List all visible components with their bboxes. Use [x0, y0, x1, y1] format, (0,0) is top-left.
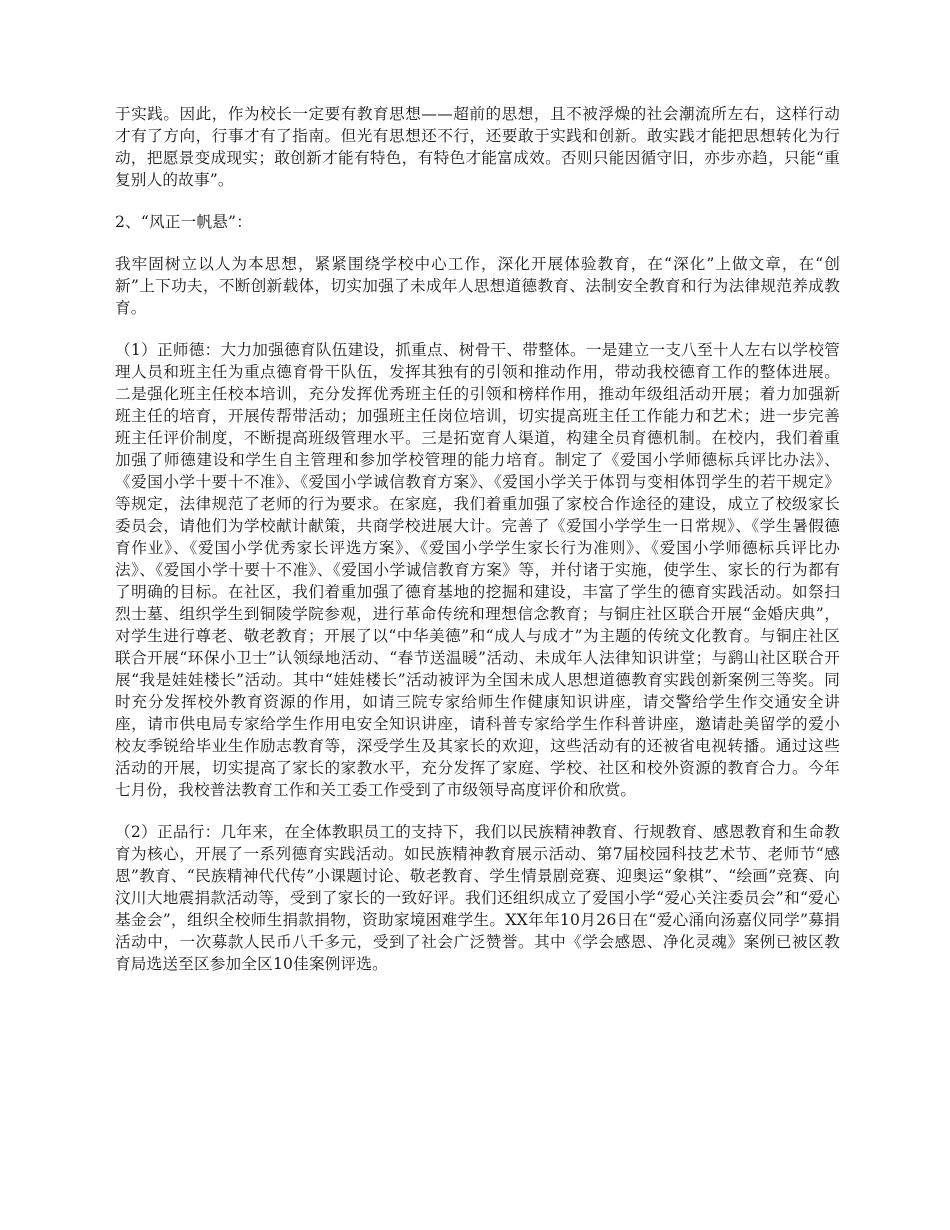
- paragraph-overview: 我牢固树立以人为本思想，紧紧围绕学校中心工作，深化开展体验教育，在“深化”上做文章，在“创新”上下功夫，不断创新载体，切实加强了未成年人思想道德教育、法制安全教育和行为法律规范养成教育。: [115, 255, 840, 317]
- paragraph-conduct: （2）正品行：几年来，在全体教职员工的支持下，我们以民族精神教育、行规教育、感恩教育和生命教育为核心，开展了一系列德育实践活动。如民族精神教育展示活动、第7届校园科技艺术节、老师节“感恩”教育、“民族精神代代传”小课题讨论、敬老教育、学生情景剧竞赛、迎奥运“象棋”、“绘画”竞赛、向汶川大地震捐款活动等，受到了家长的一致好评。我们还组织成立了爱国小学“爱心关注委员会”和“爱心基金会”，组织全校师生捐款捐物，资助家境困难学生。XX年年10月26日在“爱心涌向汤嘉仪同学”募捐活动中，一次募款人民币八千多元，受到了社会广泛赞誉。其中《学会感恩、净化灵魂》案例已被区教育局选送至区参加全区10佳案例评选。: [115, 823, 840, 973]
- paragraph-intro: 于实践。因此，作为校长一定要有教育思想——超前的思想，且不被浮燥的社会潮流所左右，这样行动才有了方向，行事才有了指南。但光有思想还不行，还要敢于实践和创新。敢实践才能把思想转化为行动，把愿景变成现实；敢创新才能有特色，有特色才能富成效。否则只能因循守旧，亦步亦趋，只能“重复别人的故事”。: [115, 105, 840, 189]
- paragraph-teacher-ethics: （1）正师德：大力加强德育队伍建设，抓重点、树骨干、带整体。一是建立一支八至十人左右以学校管理人员和班主任为重点德育骨干队伍，发挥其独有的引领和推动作用，带动我校德育工作的整体进展。二是强化班主任校本培训，充分发挥优秀班主任的引领和榜样作用，推动年级组活动开展；着力加强新班主任的培育，开展传帮带活动；加强班主任岗位培训，切实提高班主任工作能力和艺术；进一步完善班主任评价制度，不断提高班级管理水平。三是拓宽育人渠道，构建全员育德机制。在校内，我们着重加强了师德建设和学生自主管理和参加学校管理的能力培育。制定了《爱国小学师德标兵评比办法》、《爱国小学十要十不准》、《爱国小学诚信教育方案》、《爱国小学关于体罚与变相体罚学生的若干规定》等规定，法律规范了老师的行为要求。在家庭，我们着重加强了家校合作途径的建设，成立了校级家长委员会，请他们为学校献计献策，共商学校进展大计。完善了《爱国小学学生一日常规》、《学生暑假德育作业》、《爱国小学优秀家长评选方案》、《爱国小学学生家长行为准则》、《爱国小学师德标兵评比办法》、《爱国小学十要十不准》、《爱国小学诚信教育方案》等，并付诸于实施，使学生、家长的行为都有了明确的目标。在社区，我们着重加强了德育基地的挖掘和建设，丰富了学生的德育实践活动。如祭扫烈士墓、组织学生到铜陵学院参观，进行革命传统和理想信念教育；与铜庄社区联合开展“金婚庆典”，对学生进行尊老、敬老教育；开展了以“中华美德”和“成人与成才”为主题的传统文化教育。与铜庄社区联合开展“环保小卫士”认领绿地活动、“春节送温暖”活动、未成年人法律知识讲堂；与鹞山社区联合开展“我是娃娃楼长”活动。其中“娃娃楼长”活动被评为全国未成人思想道德教育实践创新案例三等奖。同时充分发挥校外教育资源的作用，如请三院专家给师生作健康知识讲座，请交警给学生作交通安全讲座，请市供电局专家给学生作用电安全知识讲座，请科普专家给学生作科普讲座，邀请赴美留学的爱小校友季锐给毕业生作励志教育等，深受学生及其家长的欢迎，这些活动有的还被省电视转播。通过这些活动的开展，切实提高了家长的家教水平，充分发挥了家庭、学校、社区和校外资源的教育合力。今年七月份，我校普法教育工作和关工委工作受到了市级领导高度评价和欣赏。: [115, 341, 840, 799]
- section-heading: 2、“风正一帆悬”：: [115, 213, 253, 231]
- document-page: [115, 103, 840, 995]
